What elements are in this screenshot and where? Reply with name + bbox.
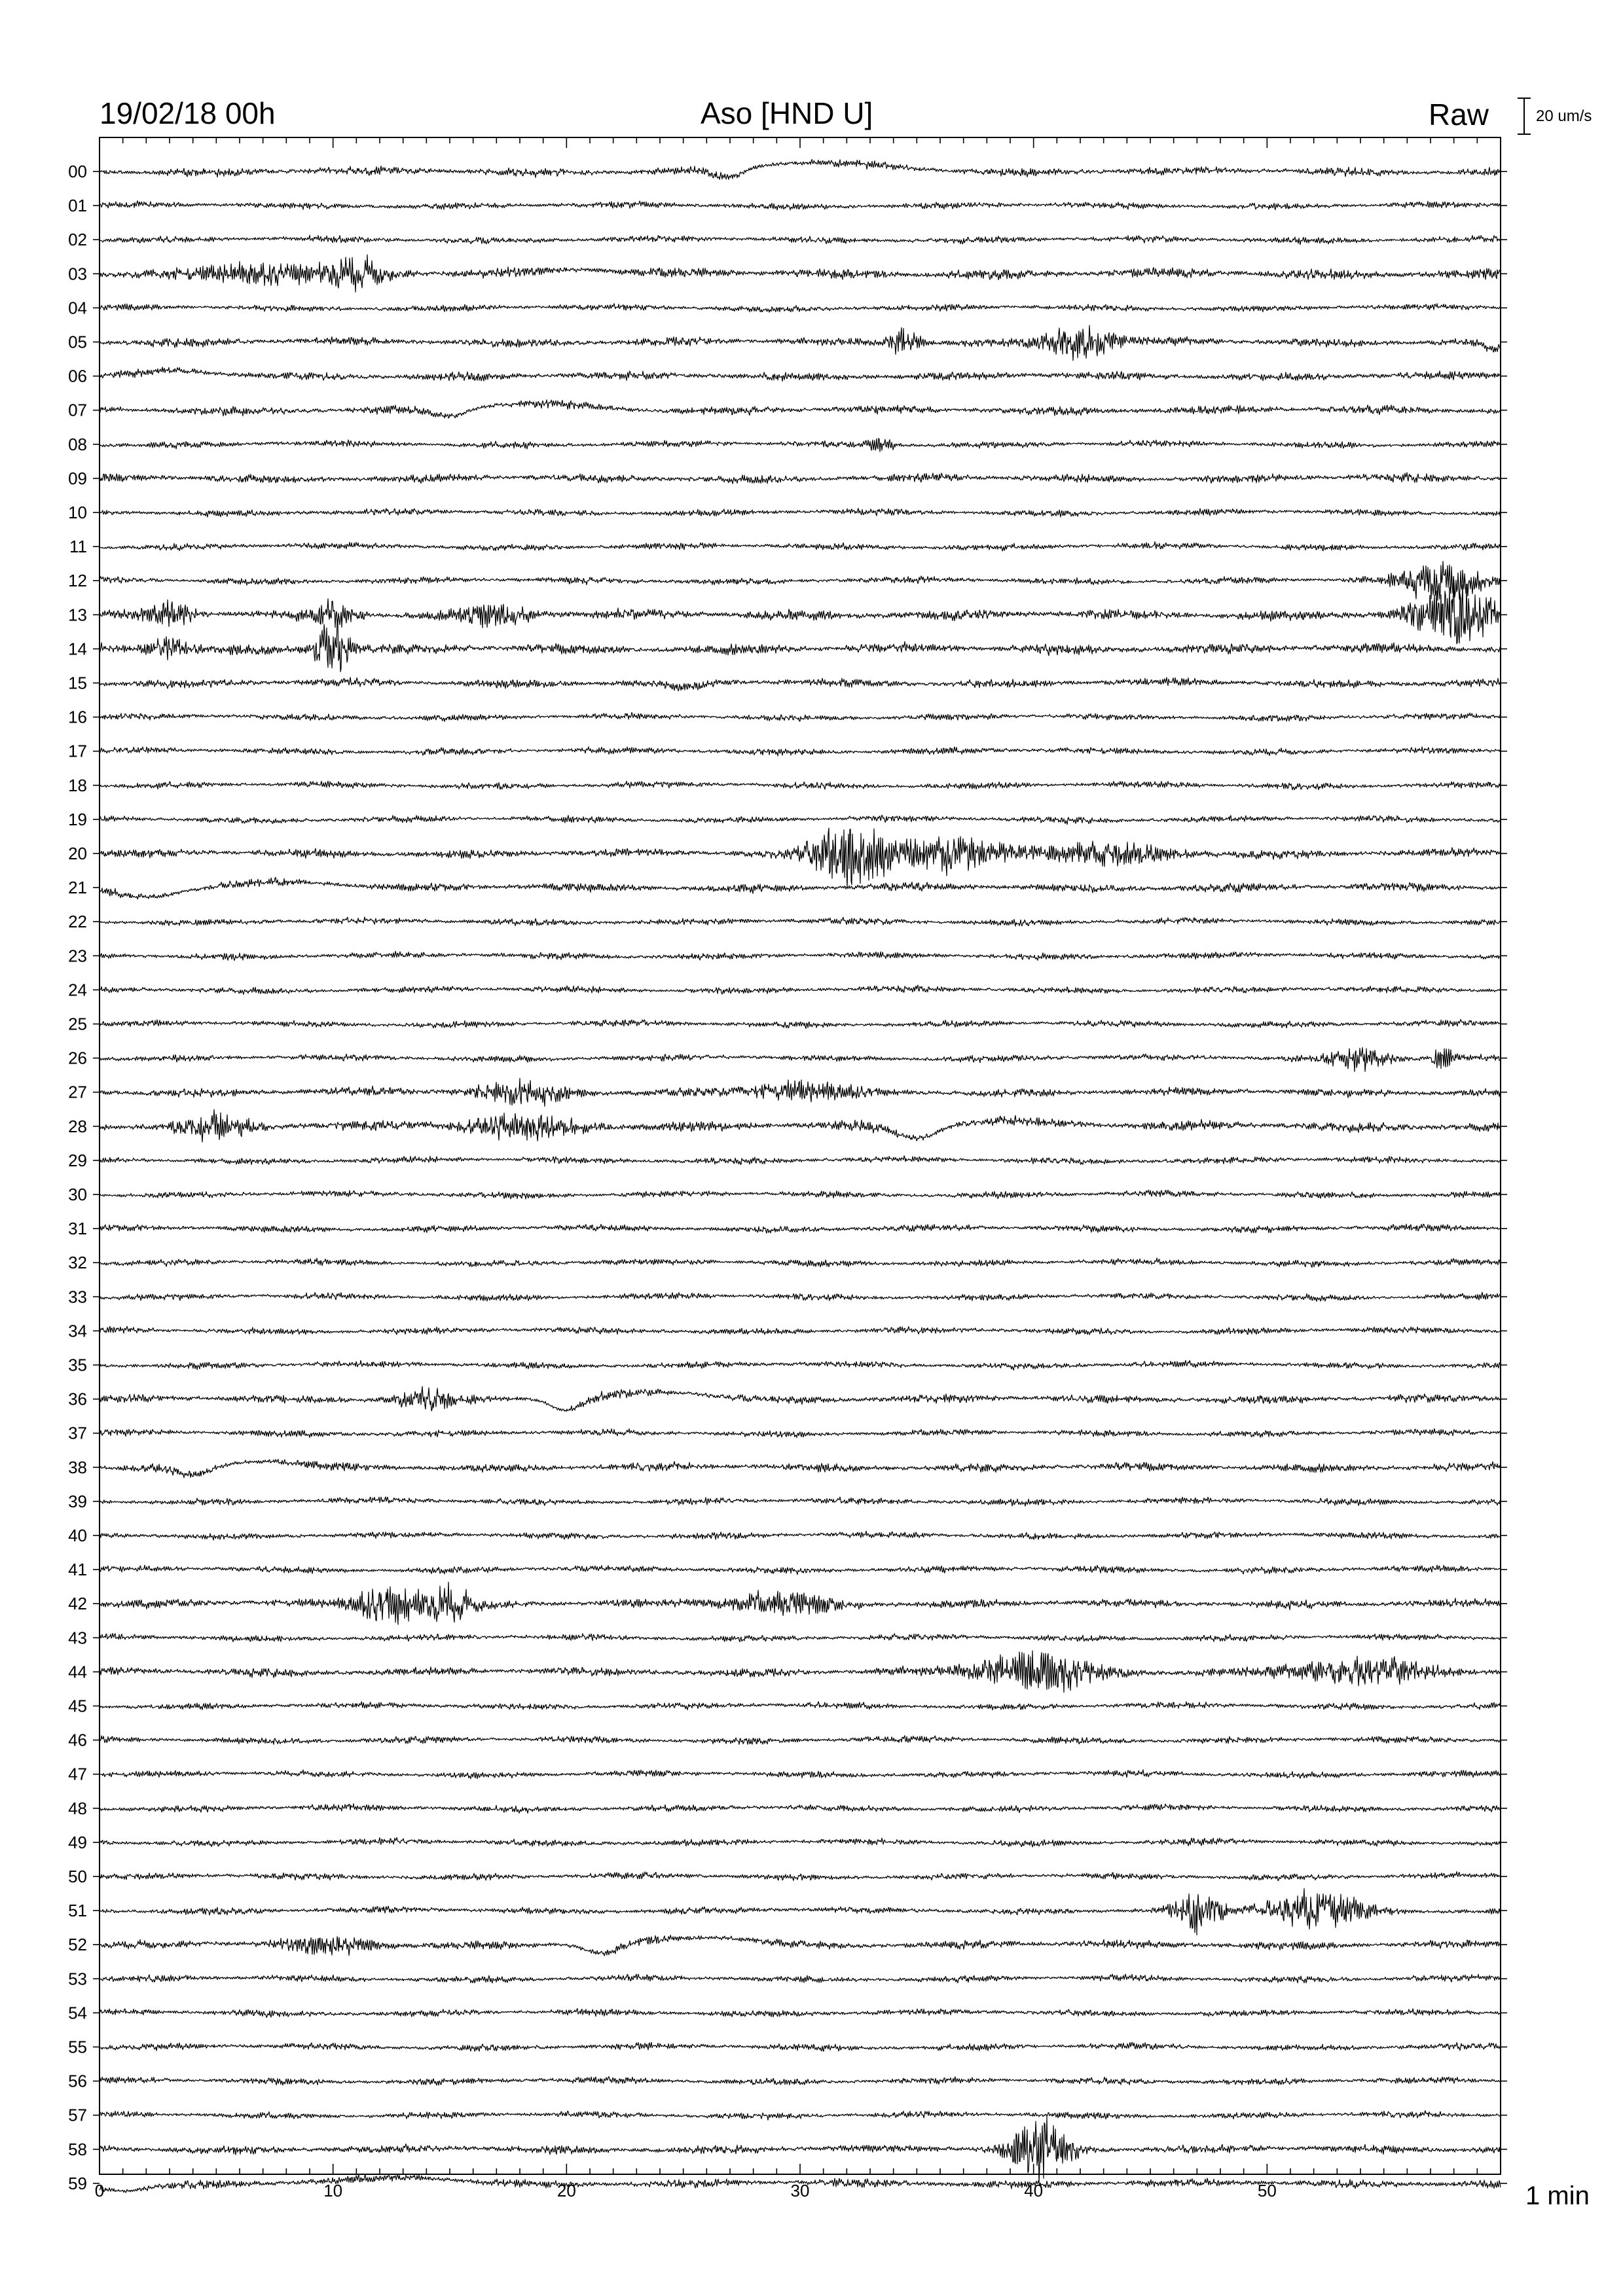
x-tick-label: 10 <box>323 2181 343 2200</box>
row-label: 30 <box>68 1185 87 1204</box>
row-label: 25 <box>68 1014 87 1034</box>
trace-row-47 <box>100 1770 1501 1779</box>
row-label: 52 <box>68 1935 87 1955</box>
row-label: 22 <box>68 912 87 932</box>
trace-row-40 <box>100 1531 1501 1540</box>
row-label: 56 <box>68 2071 87 2091</box>
trace-row-31 <box>100 1224 1501 1233</box>
row-label: 28 <box>68 1116 87 1136</box>
trace-row-22 <box>100 917 1501 926</box>
row-label: 43 <box>68 1628 87 1648</box>
row-label: 03 <box>68 264 87 284</box>
trace-row-09 <box>100 473 1501 484</box>
trace-row-28 <box>100 1109 1501 1142</box>
row-label: 45 <box>68 1696 87 1716</box>
trace-row-17 <box>100 747 1501 756</box>
row-label: 44 <box>68 1662 87 1682</box>
trace-row-29 <box>100 1156 1501 1165</box>
row-label: 48 <box>68 1798 87 1818</box>
trace-row-54 <box>100 2009 1501 2018</box>
trace-row-05 <box>100 325 1501 361</box>
trace-row-38 <box>100 1460 1501 1478</box>
row-label: 18 <box>68 775 87 795</box>
trace-row-26 <box>100 1048 1501 1072</box>
trace-row-23 <box>100 951 1501 960</box>
row-label: 38 <box>68 1457 87 1477</box>
trace-row-49 <box>100 1838 1501 1848</box>
trace-row-01 <box>100 201 1501 210</box>
trace-row-12 <box>100 562 1501 601</box>
trace-row-48 <box>100 1804 1501 1814</box>
trace-row-30 <box>100 1190 1501 1199</box>
row-label: 32 <box>68 1253 87 1273</box>
trace-row-16 <box>100 713 1501 722</box>
trace-row-46 <box>100 1736 1501 1745</box>
row-label: 47 <box>68 1764 87 1784</box>
trace-row-37 <box>100 1429 1501 1438</box>
trace-row-34 <box>100 1327 1501 1335</box>
row-label: 01 <box>68 196 87 216</box>
row-label: 04 <box>68 298 87 318</box>
row-label: 09 <box>68 468 87 488</box>
row-label: 29 <box>68 1150 87 1170</box>
row-label: 41 <box>68 1560 87 1580</box>
row-label: 26 <box>68 1048 87 1068</box>
trace-row-39 <box>100 1497 1501 1506</box>
trace-row-53 <box>100 1974 1501 1983</box>
row-label: 35 <box>68 1355 87 1375</box>
row-label: 23 <box>68 946 87 966</box>
trace-row-21 <box>100 878 1501 899</box>
x-tick-label: 20 <box>556 2181 576 2200</box>
row-label: 15 <box>68 673 87 693</box>
trace-row-36 <box>100 1386 1501 1411</box>
row-label: 16 <box>68 707 87 727</box>
station-title: Aso [HND U] <box>701 96 873 130</box>
trace-row-15 <box>100 677 1501 691</box>
row-label: 42 <box>68 1594 87 1614</box>
row-label: 05 <box>68 332 87 352</box>
row-label: 55 <box>68 2037 87 2057</box>
trace-row-45 <box>100 1702 1501 1710</box>
trace-row-24 <box>100 985 1501 994</box>
trace-row-04 <box>100 304 1501 312</box>
mode-label: Raw <box>1429 98 1489 132</box>
row-label: 11 <box>69 537 87 557</box>
row-label: 53 <box>68 1969 87 1989</box>
trace-row-41 <box>100 1565 1501 1574</box>
row-label: 12 <box>68 571 87 591</box>
row-label: 51 <box>68 1901 87 1921</box>
row-label: 10 <box>68 503 87 522</box>
row-label: 24 <box>68 980 87 1000</box>
trace-row-33 <box>100 1293 1501 1302</box>
trace-row-11 <box>100 542 1501 551</box>
trace-row-32 <box>100 1258 1501 1268</box>
trace-row-42 <box>100 1582 1501 1624</box>
trace-row-35 <box>100 1361 1501 1371</box>
trace-row-20 <box>100 828 1501 888</box>
trace-row-56 <box>100 2077 1501 2085</box>
x-tick-label: 50 <box>1257 2181 1277 2200</box>
trace-row-25 <box>100 1020 1501 1029</box>
trace-row-07 <box>100 400 1501 418</box>
trace-row-03 <box>100 255 1501 292</box>
row-label: 36 <box>68 1389 87 1409</box>
amplitude-scale-label: 20 um/s <box>1536 107 1592 125</box>
row-label: 14 <box>68 639 87 659</box>
row-label: 19 <box>68 809 87 829</box>
trace-row-52 <box>100 1935 1501 1956</box>
row-label: 02 <box>68 230 87 250</box>
trace-row-10 <box>100 509 1501 517</box>
trace-row-08 <box>100 439 1501 452</box>
row-label: 40 <box>68 1526 87 1545</box>
row-label: 59 <box>68 2173 87 2193</box>
row-label: 07 <box>68 400 87 420</box>
row-label: 33 <box>68 1287 87 1307</box>
row-label: 49 <box>68 1832 87 1852</box>
trace-row-02 <box>100 235 1501 244</box>
row-label: 34 <box>68 1321 87 1341</box>
row-label: 54 <box>68 2003 87 2023</box>
trace-row-27 <box>100 1079 1501 1107</box>
row-label: 20 <box>68 844 87 863</box>
row-label: 21 <box>68 878 87 898</box>
trace-row-18 <box>100 781 1501 789</box>
trace-row-55 <box>100 2042 1501 2051</box>
row-label: 39 <box>68 1491 87 1511</box>
row-label: 50 <box>68 1867 87 1886</box>
trace-row-19 <box>100 815 1501 824</box>
trace-row-51 <box>100 1888 1501 1935</box>
row-label: 00 <box>68 162 87 181</box>
row-label: 31 <box>68 1219 87 1239</box>
date-label: 19/02/18 00h <box>100 96 276 130</box>
x-tick-label: 0 <box>94 2181 105 2200</box>
row-label: 58 <box>68 2139 87 2159</box>
row-label: 17 <box>68 741 87 761</box>
row-label: 08 <box>68 434 87 454</box>
trace-row-14 <box>100 619 1501 672</box>
trace-row-50 <box>100 1872 1501 1881</box>
trace-row-44 <box>100 1651 1501 1693</box>
row-label: 46 <box>68 1730 87 1750</box>
row-label: 37 <box>68 1423 87 1443</box>
row-label: 13 <box>68 605 87 625</box>
trace-row-06 <box>100 367 1501 382</box>
trace-row-00 <box>100 160 1501 180</box>
trace-row-43 <box>100 1634 1501 1642</box>
row-label: 57 <box>68 2105 87 2125</box>
trace-row-13 <box>100 583 1501 644</box>
x-unit-label: 1 min <box>1525 2181 1590 2210</box>
x-tick-label: 40 <box>1024 2181 1044 2200</box>
x-tick-label: 30 <box>790 2181 810 2200</box>
row-label: 06 <box>68 366 87 386</box>
row-label: 27 <box>68 1082 87 1102</box>
trace-row-57 <box>100 2111 1501 2120</box>
